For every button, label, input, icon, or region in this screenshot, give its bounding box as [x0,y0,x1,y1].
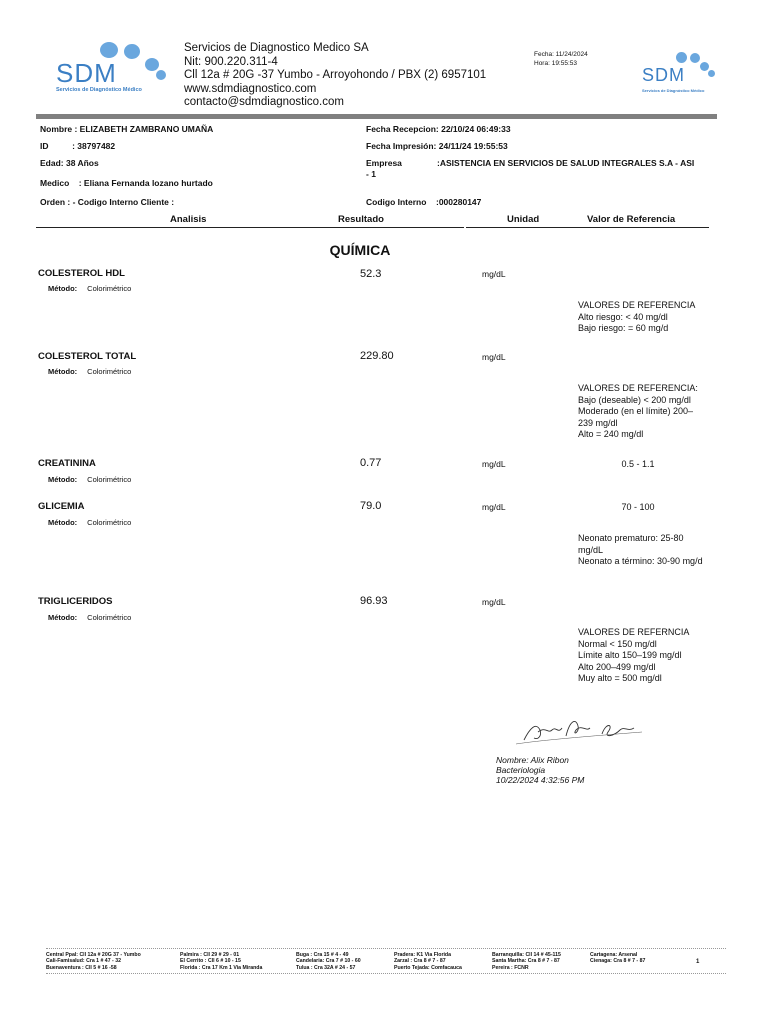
header-resultado: Resultado [338,214,384,225]
empresa-label: Empresa [366,158,402,168]
test-result: 52.3 [360,268,382,280]
test-name: COLESTEROL HDL [38,268,125,279]
footer-col: Buga : Cra 15 # 4 - 49 Candelaria: Cra 7 # 10 - 60 Tulua : Cra 32A # 24 - 57 [296,952,361,971]
print-date: Fecha: 11/24/2024 [534,51,588,58]
test-unit: mg/dL [482,352,506,362]
print-datetime [534,50,588,68]
signer-name: Nombre: Alix Ribon [496,755,569,765]
patient-name: Nombre : ELIZABETH ZAMBRANO UMAÑA [40,124,214,134]
footer-col: Cartagena: Arsenal Cienaga: Cra 8 # 7 - 87 [590,952,646,965]
test-method: Método: Colorimétrico [48,475,132,484]
signer-role: Bacteriologia [496,765,546,775]
company-address: Cll 12a # 20G -37 Yumbo - Arroyohondo / PBX (2) 6957101 [184,69,487,82]
test-method: Método: Colorimétrico [48,284,132,293]
page-number: 1 [696,959,700,965]
empresa-value: :ASISTENCIA EN SERVICIOS DE SALUD INTEGRALES S.A - ASI [437,158,695,168]
signature-image [502,706,650,752]
footer-col: Palmira : Cll 29 # 29 - 01 El Cerrito : Cll 6 # 10 - 15 Florida : Cra 17 Km 1 Via Miranda [180,952,263,971]
test-name: COLESTEROL TOTAL [38,351,137,362]
test-method: Método: Colorimétrico [48,613,132,622]
logo-subtitle: Servicios de Diagnóstico Médico [56,87,142,93]
patient-order: Orden : - Codigo Interno Cliente : [40,197,175,207]
header-unidad: Unidad [507,214,540,225]
test-name: GLICEMIA [38,501,85,512]
signer-info [496,755,584,785]
logo-text-small: SDM [642,65,685,85]
company-website: www.sdmdiagnostico.com [184,82,317,95]
footer-branches [46,948,726,974]
logo-text: SDM [56,58,117,88]
test-reference: VALORES DE REFERNCIA Normal < 150 mg/dl Límite alto 150–199 mg/dl Alto 200–499 mg/dl Muy alto = 500 mg/dl [578,627,690,683]
sdm-logo [56,42,180,98]
footer-col: Central Ppal: Cll 12a # 20G 37 - Yumbo Cali-Famisalud: Cra 1 # 47 - 32 Buenaventura : Cll 5 # 16 -58 [46,952,141,971]
test-unit: mg/dL [482,459,506,469]
header-analisis: Analisis [170,214,207,225]
test-result: 79.0 [360,500,382,512]
company-nit: Nit: 900.220.311-4 [184,55,278,68]
header-referencia: Valor de Referencia [587,214,676,225]
empresa-suffix: - 1 [366,169,376,179]
company-email: contacto@sdmdiagnostico.com [184,96,344,109]
company-info [184,42,486,110]
patient-age: Edad: 38 Años [40,158,99,168]
test-result: 96.93 [360,595,388,607]
codigo-label: Codigo Interno [366,197,427,207]
section-title: QUÍMICA [329,242,391,258]
test-method: Método: Colorimétrico [48,518,132,527]
print-date-info: Fecha Impresión: 24/11/24 19:55:53 [366,141,508,151]
reception-date: Fecha Recepcion: 22/10/24 06:49:33 [366,124,511,134]
patient-id: ID : 38797482 [40,141,116,151]
test-reference: VALORES DE REFERENCIA: Bajo (deseable) < 200 mg/dl Moderado (en el límite) 200– 239 mg/dl Alto = 240 mg/dl [578,383,698,439]
test-unit: mg/dL [482,597,506,607]
test-unit: mg/dL [482,269,506,279]
header-underline-right [466,227,709,228]
test-reference-range: 0.5 - 1.1 [621,459,655,469]
patient-doctor: Medico : Eliana Fernanda lozano hurtado [40,178,213,188]
test-reference: Neonato prematuro: 25-80 mg/dL Neonato a término: 30-90 mg/d [578,533,703,566]
codigo-value: :000280147 [436,197,482,207]
test-reference-range: 70 - 100 [621,502,655,512]
test-result: 229.80 [360,350,394,362]
test-method: Método: Colorimétrico [48,367,132,376]
header-divider [36,114,717,119]
footer-col: Pradera: K1 Via Florida Zarzal : Cra 8 # 7 - 87 Puerto Tejada: Comfacauca [394,952,462,971]
test-name: TRIGLICERIDOS [38,596,113,607]
test-name: CREATININA [38,458,96,469]
print-time: Hora: 19:55:53 [534,60,578,67]
company-name: Servicios de Diagnostico Medico SA [184,42,369,54]
logo-subtitle-small: Servicios de Diagnóstico Médico [642,88,705,93]
test-unit: mg/dL [482,502,506,512]
signer-date: 10/22/2024 4:32:56 PM [496,775,585,785]
footer-col: Barranquilla: Cll 14 # 45-115 Santa Martha: Cra 8 # 7 - 87 Pereira : FCNR [492,952,561,971]
sdm-logo-small [640,50,722,96]
test-result: 0.77 [360,457,382,469]
header-underline-left [36,227,464,228]
test-reference: VALORES DE REFERENCIA Alto riesgo: < 40 mg/dl Bajo riesgo: = 60 mg/d [578,300,696,333]
